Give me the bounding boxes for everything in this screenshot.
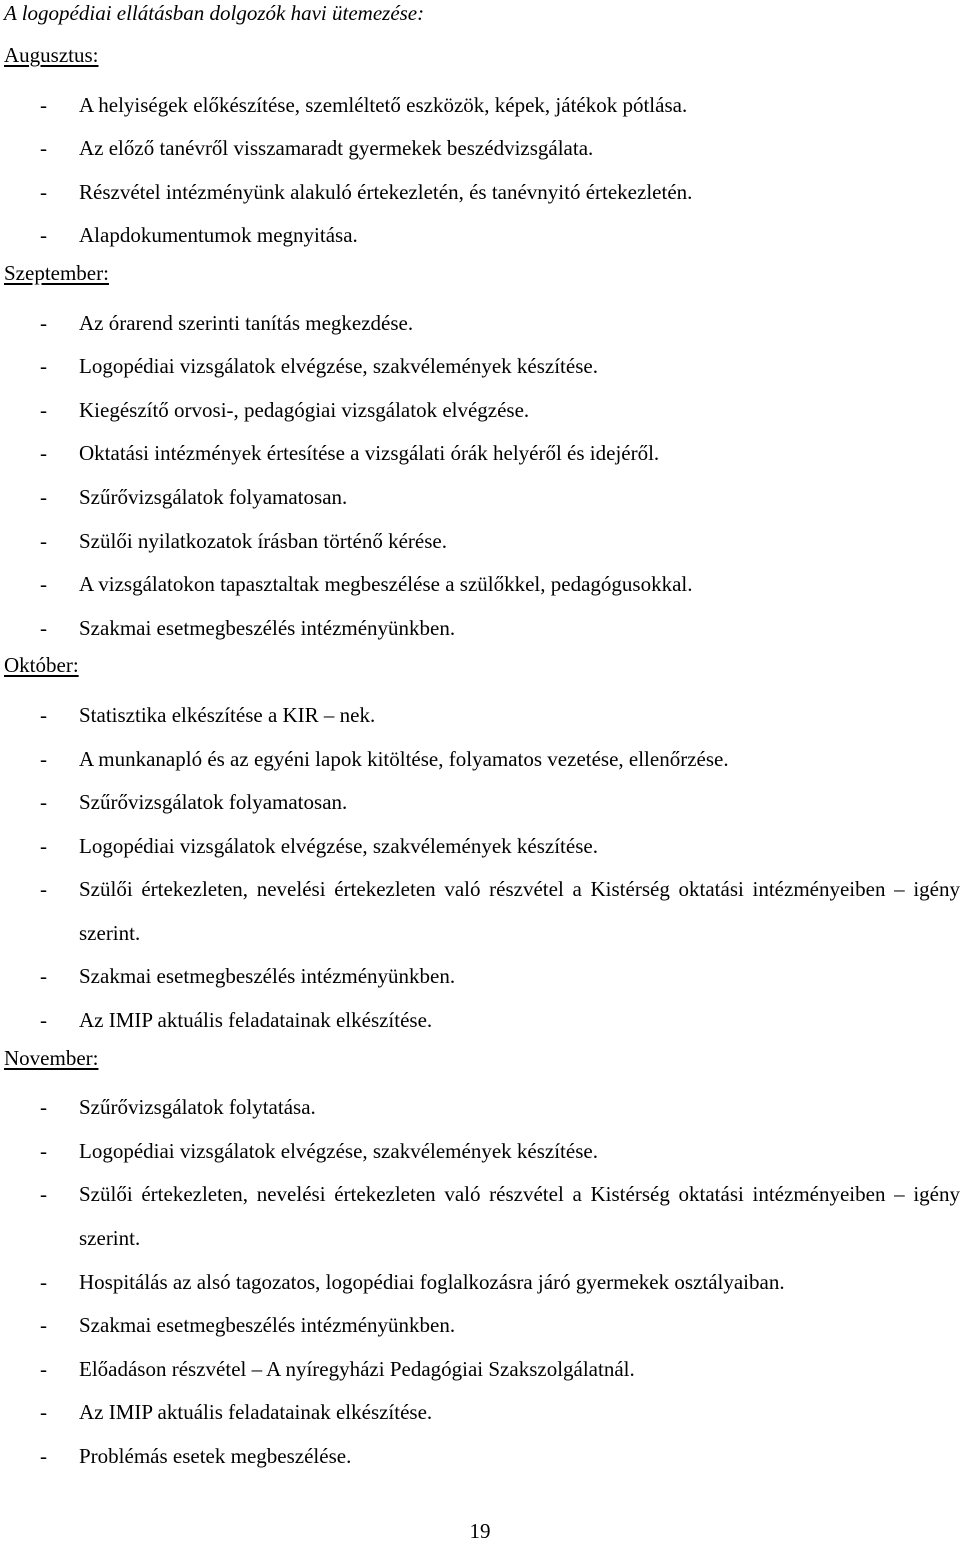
month-heading: Augusztus: <box>4 43 99 67</box>
task-item <box>4 345 960 389</box>
dash-bullet: - <box>40 1182 47 1207</box>
task-item <box>4 1304 960 1348</box>
dash-bullet: - <box>40 1313 47 1338</box>
dash-bullet: - <box>40 833 47 858</box>
task-text: Szakmai esetmegbeszélés intézményünkben. <box>79 964 456 989</box>
dash-bullet: - <box>40 179 47 204</box>
task-item <box>4 432 960 476</box>
dash-bullet: - <box>40 397 47 422</box>
dash-bullet: - <box>40 572 47 597</box>
task-text: A vizsgálatokon tapasztaltak megbeszélése a szülőkkel, pedagógusokkal. <box>79 572 693 597</box>
task-item <box>4 520 960 564</box>
task-item <box>4 127 960 171</box>
dash-bullet: - <box>40 790 47 815</box>
task-item <box>4 1086 960 1130</box>
dash-bullet: - <box>40 92 47 117</box>
task-item <box>4 1173 960 1260</box>
task-text: Statisztika elkészítése a KIR – nek. <box>79 702 376 727</box>
task-text: Az IMIP aktuális feladatainak elkészítése. <box>79 1008 433 1033</box>
task-text: Hospitálás az alsó tagozatos, logopédiai foglalkozásra járó gyermekek osztályaiban. <box>79 1269 785 1294</box>
dash-bullet: - <box>40 528 47 553</box>
schedule-content <box>4 40 960 1479</box>
task-text: Szűrővizsgálatok folyamatosan. <box>79 790 348 815</box>
task-list <box>4 694 960 1043</box>
month-section <box>4 1043 960 1479</box>
task-text: Szülői értekezleten, nevelési értekezleten való részvétel a Kistérség oktatási intézményeiben – igény szerint. <box>79 877 960 945</box>
task-text: Logopédiai vizsgálatok elvégzése, szakvélemények készítése. <box>79 354 598 379</box>
task-item <box>4 955 960 999</box>
task-text: Szülői értekezleten, nevelési értekezleten való részvétel a Kistérség oktatási intézményeiben – igény szerint. <box>79 1182 960 1251</box>
dash-bullet: - <box>40 702 47 727</box>
task-list <box>4 1086 960 1478</box>
task-item <box>4 302 960 346</box>
task-item <box>4 1130 960 1174</box>
task-list <box>4 84 960 258</box>
task-text: Szűrővizsgálatok folytatása. <box>79 1095 316 1120</box>
month-heading: Október: <box>4 653 79 678</box>
dash-bullet: - <box>40 1356 47 1381</box>
task-item <box>4 738 960 782</box>
document-title: A logopédiai ellátásban dolgozók havi ütemezése: <box>4 1 425 25</box>
task-item <box>4 781 960 825</box>
dash-bullet: - <box>40 1095 47 1120</box>
task-text: Az IMIP aktuális feladatainak elkészítése. <box>79 1400 433 1425</box>
task-text: Részvétel intézményünk alakuló értekezletén, és tanévnyitó értekezletén. <box>79 179 693 204</box>
task-item <box>4 825 960 869</box>
task-item <box>4 214 960 258</box>
dash-bullet: - <box>40 746 47 771</box>
page-number: 19 <box>469 1519 491 1543</box>
dash-bullet: - <box>40 310 47 335</box>
task-item <box>4 389 960 433</box>
task-item <box>4 1391 960 1435</box>
task-item <box>4 84 960 128</box>
task-item <box>4 868 960 955</box>
task-text: Az előző tanévről visszamaradt gyermekek beszédvizsgálata. <box>79 136 594 161</box>
month-heading: Szeptember: <box>4 260 109 285</box>
month-heading: November: <box>4 1045 99 1070</box>
task-text: Szülői nyilatkozatok írásban történő kérése. <box>79 528 447 553</box>
task-list <box>4 302 960 651</box>
task-text: Szakmai esetmegbeszélés intézményünkben. <box>79 1313 456 1338</box>
task-text: Az órarend szerinti tanítás megkezdése. <box>79 310 414 335</box>
task-text: Logopédiai vizsgálatok elvégzése, szakvélemények készítése. <box>79 1138 598 1163</box>
dash-bullet: - <box>40 877 47 902</box>
dash-bullet: - <box>40 1269 47 1294</box>
dash-bullet: - <box>40 1400 47 1425</box>
task-item <box>4 171 960 215</box>
task-item <box>4 999 960 1043</box>
dash-bullet: - <box>40 441 47 466</box>
task-item <box>4 1435 960 1479</box>
dash-bullet: - <box>40 1008 47 1033</box>
dash-bullet: - <box>40 1444 47 1468</box>
dash-bullet: - <box>40 223 47 248</box>
task-text: Logopédiai vizsgálatok elvégzése, szakvélemények készítése. <box>79 833 598 858</box>
task-text: Szakmai esetmegbeszélés intézményünkben. <box>79 615 456 640</box>
task-text: A helyiségek előkészítése, szemléltető eszközök, képek, játékok pótlása. <box>79 92 688 117</box>
dash-bullet: - <box>40 354 47 379</box>
task-text: Oktatási intézmények értesítése a vizsgálati órák helyéről és idejéről. <box>79 441 660 466</box>
task-item <box>4 563 960 607</box>
task-text: Problémás esetek megbeszélése. <box>79 1444 352 1468</box>
task-text: Szűrővizsgálatok folyamatosan. <box>79 484 348 509</box>
dash-bullet: - <box>40 484 47 509</box>
dash-bullet: - <box>40 136 47 161</box>
month-section <box>4 650 960 1042</box>
task-text: A munkanapló és az egyéni lapok kitöltése, folyamatos vezetése, ellenőrzése. <box>79 746 729 771</box>
dash-bullet: - <box>40 1138 47 1163</box>
task-item <box>4 476 960 520</box>
task-text: Alapdokumentumok megnyitása. <box>79 223 358 248</box>
task-text: Kiegészítő orvosi-, pedagógiai vizsgálatok elvégzése. <box>79 397 530 422</box>
month-section <box>4 40 960 258</box>
month-section <box>4 258 960 650</box>
task-item <box>4 1348 960 1392</box>
task-item <box>4 694 960 738</box>
dash-bullet: - <box>40 615 47 640</box>
dash-bullet: - <box>40 964 47 989</box>
task-item <box>4 1261 960 1305</box>
task-item <box>4 607 960 651</box>
task-text: Előadáson részvétel – A nyíregyházi Pedagógiai Szakszolgálatnál. <box>79 1356 635 1381</box>
